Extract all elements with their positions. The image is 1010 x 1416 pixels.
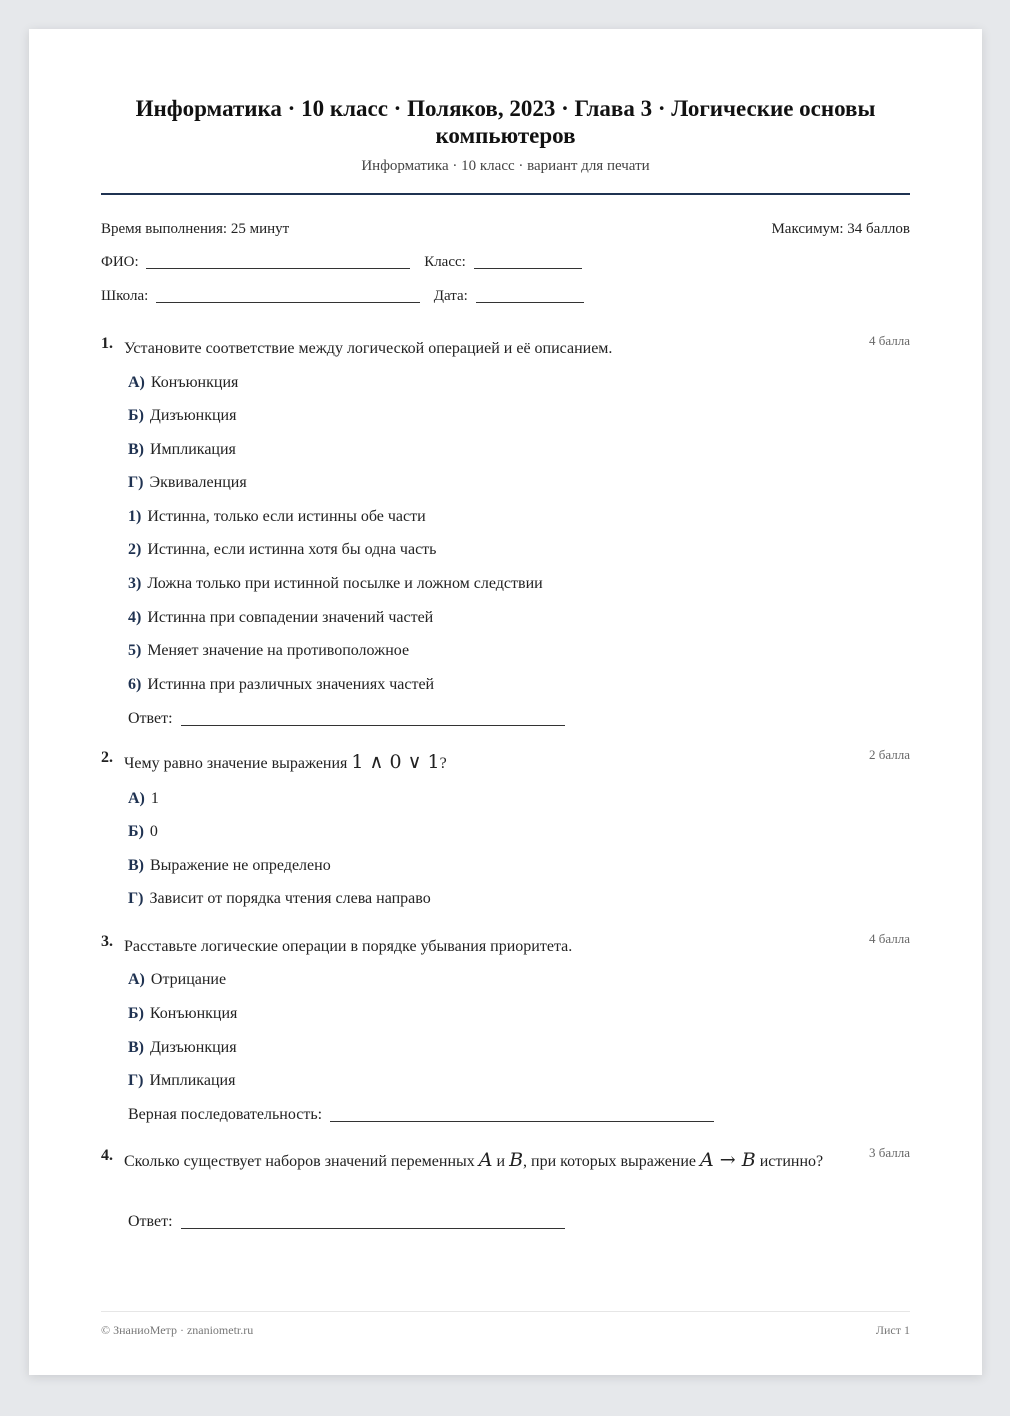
time-limit: Время выполнения: 25 минут bbox=[101, 221, 290, 237]
q1-match-2 bbox=[128, 541, 436, 559]
q2-option-v bbox=[128, 857, 331, 875]
fio-input-line[interactable] bbox=[146, 267, 410, 269]
answer-input-line[interactable] bbox=[181, 1227, 565, 1229]
question-text: Расставьте логические операции в порядке убывания приоритета. bbox=[124, 938, 573, 955]
option-text: Конъюнкция bbox=[149, 1005, 238, 1022]
q3-option-g bbox=[128, 1072, 235, 1090]
option-text: Дизъюнкция bbox=[149, 407, 237, 424]
q1-option-b bbox=[128, 407, 236, 425]
fio-row bbox=[101, 254, 582, 271]
option-label: В) bbox=[128, 1039, 144, 1056]
page-title: Информатика · 10 класс · Поляков, 2023 · Глава 3 · Логические основы компьютеров bbox=[135, 96, 876, 148]
q1-match-1 bbox=[128, 508, 426, 526]
q1-option-v bbox=[128, 441, 236, 459]
footer-copyright: © ЗнаниоМетр · znaniometr.ru bbox=[101, 1323, 254, 1337]
page-content bbox=[101, 29, 910, 1375]
q1-match-3 bbox=[128, 575, 543, 593]
q1-match-6 bbox=[128, 676, 434, 694]
footer-divider bbox=[101, 1311, 910, 1312]
option-text: Дизъюнкция bbox=[150, 1039, 237, 1056]
question-2 bbox=[101, 749, 910, 777]
q4-answer bbox=[128, 1213, 565, 1231]
question-number: 3. bbox=[101, 933, 113, 950]
worksheet-page bbox=[29, 29, 982, 1375]
school-input-line[interactable] bbox=[156, 301, 420, 303]
page-subtitle: Информатика · 10 класс · вариант для печати bbox=[361, 158, 650, 174]
option-label: А) bbox=[128, 971, 145, 988]
option-label: 2) bbox=[128, 541, 142, 558]
q1-option-g bbox=[128, 474, 247, 492]
option-text: Ложна только при истинной посылке и ложном следствии bbox=[147, 575, 543, 592]
q3-option-v bbox=[128, 1039, 237, 1057]
option-label: 4) bbox=[128, 609, 142, 626]
math-expression: A → B bbox=[700, 1149, 756, 1171]
meta-row bbox=[101, 221, 910, 238]
option-label: А) bbox=[128, 790, 145, 807]
option-label: Г) bbox=[128, 890, 144, 907]
option-text: Импликация bbox=[149, 1072, 236, 1089]
option-text: Отрицание bbox=[150, 971, 227, 988]
school-label: Школа: bbox=[101, 288, 149, 304]
question-text-start: Чему равно значение выражения bbox=[124, 755, 348, 772]
option-text: 1 bbox=[150, 790, 159, 807]
math-expression: 1 ∧ 0 ∨ 1 bbox=[351, 751, 440, 773]
question-number: 4. bbox=[101, 1147, 113, 1164]
question-3 bbox=[101, 933, 910, 960]
q2-option-b bbox=[128, 823, 158, 841]
date-label: Дата: bbox=[433, 288, 468, 304]
question-number: 1. bbox=[101, 335, 113, 352]
option-text: Выражение не определено bbox=[150, 857, 331, 874]
question-points: 3 балла bbox=[869, 1145, 910, 1160]
option-label: 6) bbox=[128, 676, 142, 693]
option-label: 1) bbox=[128, 508, 142, 525]
question-3-header bbox=[101, 933, 910, 960]
question-4 bbox=[101, 1147, 910, 1175]
q3-answer bbox=[128, 1106, 714, 1124]
option-text: Эквиваленция bbox=[149, 474, 247, 491]
answer-input-line[interactable] bbox=[181, 724, 565, 726]
fio-label: ФИО: bbox=[101, 254, 139, 270]
q1-option-a bbox=[128, 374, 238, 392]
answer-label: Ответ: bbox=[128, 710, 173, 727]
question-2-header bbox=[101, 749, 910, 777]
question-points: 4 балла bbox=[869, 931, 910, 946]
question-text-end: ? bbox=[439, 755, 447, 772]
option-text: Конъюнкция bbox=[150, 374, 239, 391]
answer-input-line[interactable] bbox=[330, 1120, 714, 1122]
class-label: Класс: bbox=[424, 254, 466, 270]
question-number: 2. bbox=[101, 749, 113, 766]
option-text: Истинна, только если истинны обе части bbox=[147, 508, 426, 525]
date-input-line[interactable] bbox=[476, 301, 584, 303]
q1-match-5 bbox=[128, 642, 409, 660]
option-text: Истинна при совпадении значений частей bbox=[147, 609, 434, 626]
question-points: 2 балла bbox=[869, 747, 910, 762]
question-text-part: , при которых выражение bbox=[523, 1153, 697, 1170]
question-text bbox=[124, 1147, 840, 1175]
school-row bbox=[101, 288, 584, 305]
option-label: Б) bbox=[128, 407, 144, 424]
q2-option-a bbox=[128, 790, 159, 808]
variable-a: A bbox=[478, 1149, 493, 1171]
option-label: 3) bbox=[128, 575, 142, 592]
option-label: В) bbox=[128, 441, 144, 458]
q1-answer bbox=[128, 710, 565, 728]
option-label: 5) bbox=[128, 642, 142, 659]
question-text bbox=[124, 749, 840, 777]
question-text: Установите соответствие между логической операцией и её описанием. bbox=[124, 340, 613, 357]
option-label: Г) bbox=[128, 1072, 144, 1089]
q2-option-g bbox=[128, 890, 431, 908]
question-text-part: Сколько существует наборов значений переменных bbox=[124, 1153, 475, 1170]
question-text-part: и bbox=[496, 1153, 506, 1170]
option-text: Меняет значение на противоположное bbox=[147, 642, 410, 659]
option-text: Истинна при различных значениях частей bbox=[147, 676, 435, 693]
question-1 bbox=[101, 335, 910, 362]
answer-label: Ответ: bbox=[128, 1213, 173, 1230]
answer-label: Верная последовательность: bbox=[128, 1106, 323, 1123]
option-label: Б) bbox=[128, 823, 144, 840]
question-points: 4 балла bbox=[869, 333, 910, 348]
variable-b: B bbox=[509, 1149, 524, 1171]
option-text: Импликация bbox=[150, 441, 236, 458]
question-1-header bbox=[101, 335, 910, 362]
option-text: Зависит от порядка чтения слева направо bbox=[149, 890, 431, 907]
option-text: 0 bbox=[149, 823, 158, 840]
option-label: Г) bbox=[128, 474, 144, 491]
footer-page-number: Лист 1 bbox=[875, 1323, 910, 1337]
question-4-header bbox=[101, 1147, 910, 1175]
option-label: Б) bbox=[128, 1005, 144, 1022]
option-text: Истинна, если истинна хотя бы одна часть bbox=[147, 541, 437, 558]
option-label: А) bbox=[128, 374, 145, 391]
option-label: В) bbox=[128, 857, 144, 874]
max-score: Максимум: 34 баллов bbox=[771, 221, 910, 237]
class-input-line[interactable] bbox=[474, 267, 582, 269]
q3-option-b bbox=[128, 1005, 237, 1023]
q1-match-4 bbox=[128, 609, 433, 627]
q3-option-a bbox=[128, 971, 226, 989]
header-divider bbox=[101, 193, 910, 195]
question-text-part: истинно? bbox=[759, 1153, 824, 1170]
